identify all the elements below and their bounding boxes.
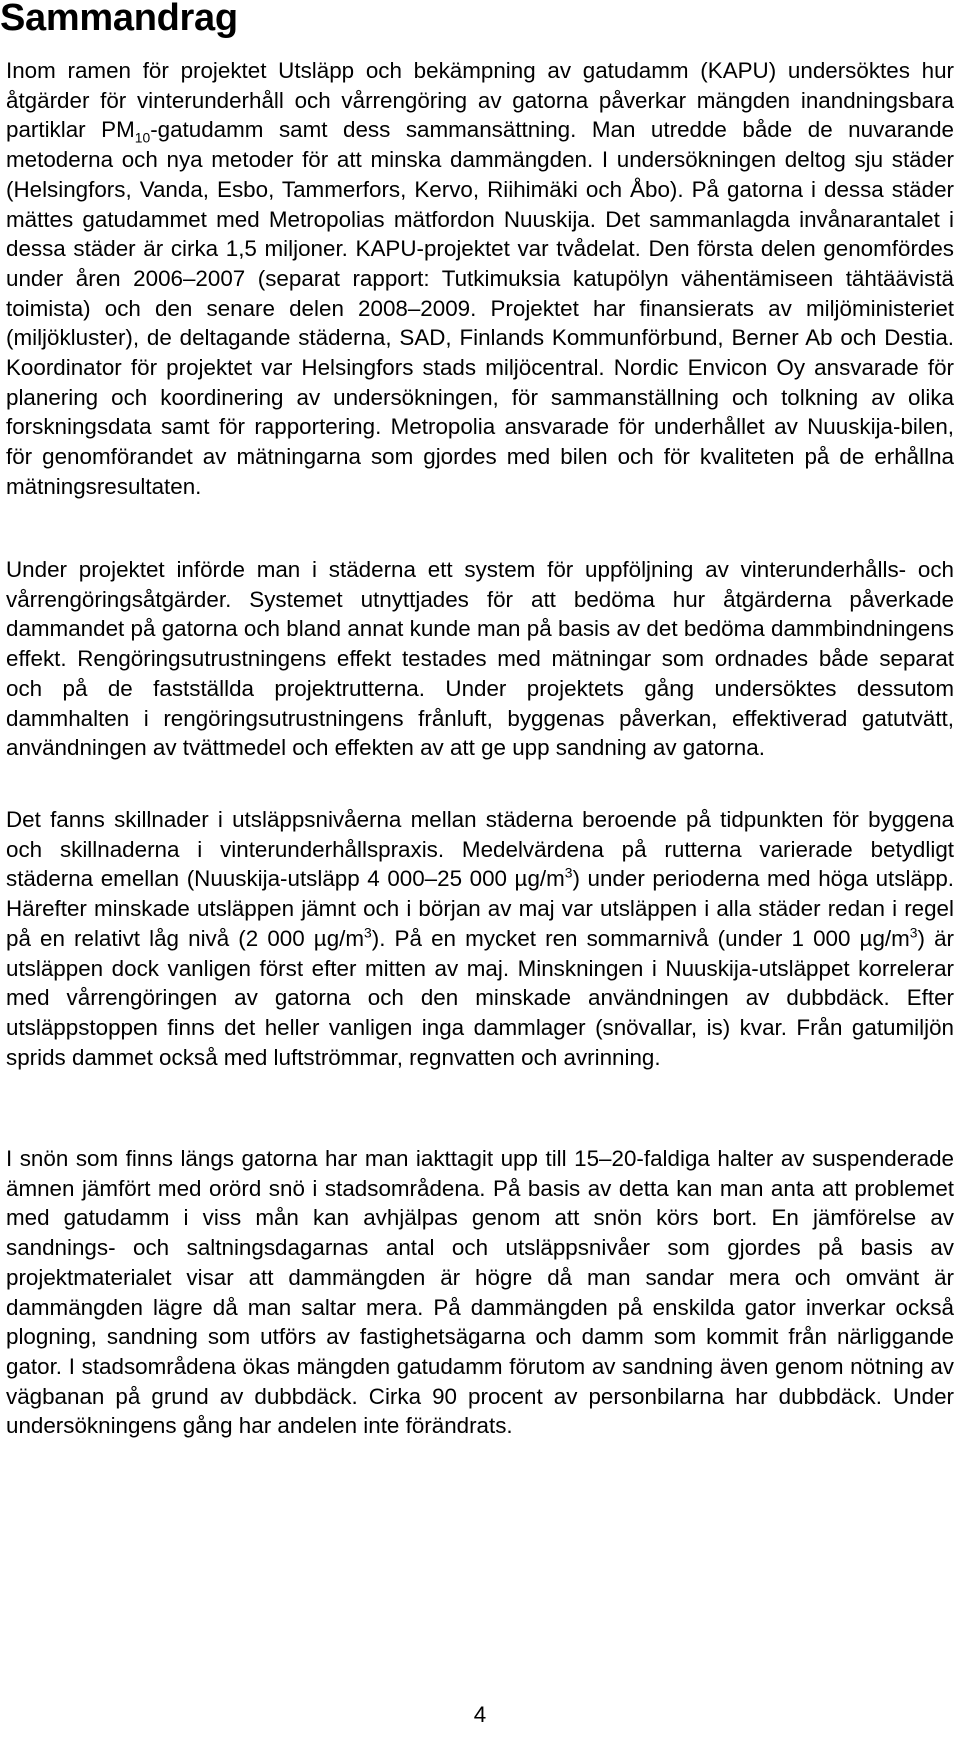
superscript: 3 [564, 864, 573, 881]
superscript: 3 [364, 924, 372, 941]
paragraph-text: -gatudamm samt dess sammansättning. Man utredde både de nuvarande metoderna och nya metoder för att minska dammängden. I undersökningen deltog sju städer (Helsingfors, Vanda, Esbo, Tammerfors, Kervo, Riihimäki och Åbo). På gatorna i dessa städer mättes gatudammet med Metropolias mätfordon Nuuskija. Det sammanlagda invånarantalet i dessa städer är cirka 1,5 miljoner. KAPU-projektet var tvådelat. Den första delen genomfördes under åren 2006–2007 (separat rapport: Tutkimuksia katupölyn vähentämiseen tähtäävistä toimista) och den senare delen 2008–2009. Projektet har finansierats av miljöministeriet (miljökluster), de deltagande städerna, SAD, Finlands Kommunförbund, Berner Ab och Destia. Koordinator för projektet var Helsingfors stads miljöcentral. Nordic Envicon Oy ansvarade för planering och koordinering av undersökningen, för sammanställning och tolkning av olika forskningsdata samt för rapportering. Metropolia ansvarade för underhållet av Nuuskija-bilen, för genomförandet av mätningarna som gjordes med bilen och för kvaliteten på de erhållna mätningsresultaten. [6, 117, 954, 499]
paragraph-text: ) under perioderna med höga utsläpp. Härefter minskade utsläppen jämnt och i början av maj var utsläppen i alla städer redan i regel på en relativt låg nivå (2 000 µg/m [6, 866, 955, 951]
paragraph-monitoring-system: Under projektet införde man i städerna ett system för uppföljning av vinterunderhålls- och vårrengöringsåtgärder. Systemet utnyttjades för att bedöma hur åtgärderna påverkade dammandet på gatorna och bland annat kunde man på basis av det bedöma dammbindningens effekt. Rengöringsutrustningens effekt testades med mätningar som ordnades både separat och på de fastställda projektrutterna. Under projektets gång undersöktes dessutom dammhalten i rengöringsutrustningens frånluft, byggenas påverkan, effektiverad gatutvätt, användningen av tvättmedel och effekten av att ge upp sandning av gatorna. [6, 557, 954, 761]
page-number: 4 [473, 1702, 487, 1727]
paragraph-text: ) är utsläppen dock vanligen först efter mitten av maj. Minskningen i Nuuskija-utsläppet korrelerar med vårrengöringen av gatorna och den minskade användningen av dubbdäck. Efter utsläppstoppen finns det heller vanligen inga dammlager (snövallar, is) kvar. Från gatumiljön sprids dammet också med luftströmmar, regnvatten och avrinning. [6, 925, 954, 1070]
paragraph-snow-and-sanding: I snön som finns längs gatorna har man iakttagit upp till 15–20-faldiga halter av suspenderade ämnen jämfört med orörd snö i stadsområdena. På basis av detta kan man anta att problemet med gatudamm i viss mån kan avhjälpas genom att snön körs bort. En jämförelse av sandnings- och saltningsdagarnas antal och utsläppsnivåer som gjordes på basis av projektmaterialet visar att dammängden är högre då man sandar mera och omvänt är dammängden lägre då man saltar mera. På dammängden på enskilda gator inverkar också plogning, sandning som utförs av fastighetsägarna och damm som kommit från närliggande gator. I stadsområdena ökas mängden gatudamm förutom av sandning även genom nötning av vägbanan på grund av dubbdäck. Cirka 90 procent av personbilarna har dubbdäck. Under undersökningens gång har andelen inte förändrats. [6, 1146, 954, 1439]
paragraph-emission-levels [6, 805, 954, 1072]
section-heading: Sammandrag [0, 0, 238, 39]
paragraph-project-overview [6, 56, 954, 502]
paragraph-text: Inom ramen för projektet Utsläpp och bekämpning av gatudamm (KAPU) undersöktes hur åtgärder för vinterunderhåll och vårrengöring av gatorna påverkar mängden inandningsbara partiklar PM [6, 58, 954, 143]
subscript: 10 [134, 129, 151, 146]
paragraph-text: Det fanns skillnader i utsläppsnivåerna mellan städerna beroende på tidpunkten för byggena och skillnaderna i vinterunderhållspraxis. Medelvärdena på rutterna varierade betydligt städerna emellan (Nuuskija-utsläpp 4 000–25 000 µg/m [6, 807, 954, 892]
superscript: 3 [909, 924, 918, 941]
paragraph-text: ). På en mycket ren sommarnivå (under 1 000 µg/m [371, 925, 910, 951]
